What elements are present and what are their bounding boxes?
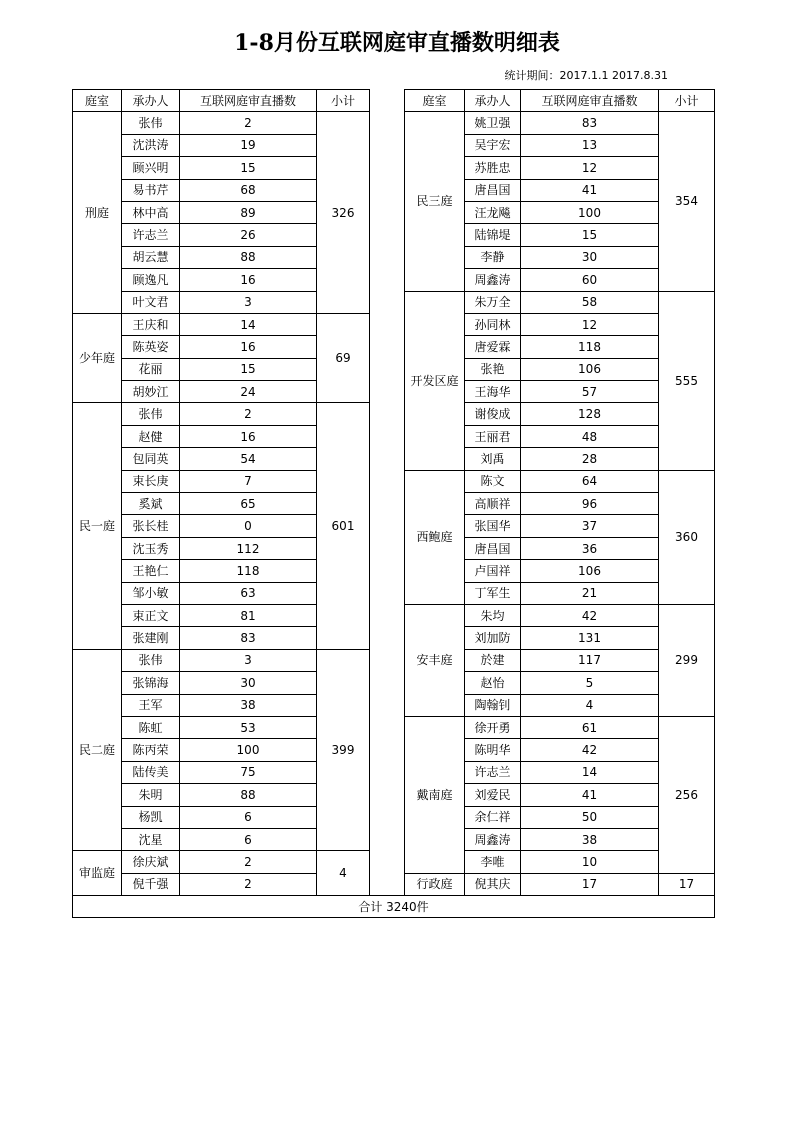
judge-name: 包同英 xyxy=(122,448,180,470)
broadcast-count: 42 xyxy=(521,604,659,626)
judge-name: 顾逸凡 xyxy=(122,269,180,291)
broadcast-count: 12 xyxy=(521,157,659,179)
judge-name: 叶文君 xyxy=(122,291,180,313)
judge-name: 谢俊成 xyxy=(465,403,521,425)
judge-name: 王艳仁 xyxy=(122,560,180,582)
broadcast-count: 21 xyxy=(521,582,659,604)
judge-name: 胡妙江 xyxy=(122,381,180,403)
header-row xyxy=(73,90,715,112)
broadcast-count: 6 xyxy=(180,828,317,850)
broadcast-count: 2 xyxy=(180,112,317,134)
broadcast-count: 106 xyxy=(521,358,659,380)
broadcast-count: 61 xyxy=(521,716,659,738)
broadcast-count: 88 xyxy=(180,246,317,268)
court-name-right: 西鲍庭 xyxy=(405,470,465,604)
subtotal-left: 69 xyxy=(317,313,370,403)
judge-name: 朱万全 xyxy=(465,291,521,313)
court-name-right: 行政庭 xyxy=(405,873,465,895)
judge-name: 汪龙飚 xyxy=(465,201,521,223)
judge-name: 丁军生 xyxy=(465,582,521,604)
broadcast-count: 83 xyxy=(521,112,659,134)
judge-name: 沈星 xyxy=(122,828,180,850)
broadcast-count: 28 xyxy=(521,448,659,470)
broadcast-count: 2 xyxy=(180,851,317,873)
broadcast-count: 15 xyxy=(521,224,659,246)
judge-name: 王丽君 xyxy=(465,425,521,447)
judge-name: 杨凯 xyxy=(122,806,180,828)
broadcast-count: 96 xyxy=(521,493,659,515)
judge-name: 刘加防 xyxy=(465,627,521,649)
broadcast-count: 63 xyxy=(180,582,317,604)
broadcast-count: 26 xyxy=(180,224,317,246)
broadcast-count: 4 xyxy=(521,694,659,716)
subtotal-left: 399 xyxy=(317,649,370,851)
judge-name: 张建刚 xyxy=(122,627,180,649)
judge-name: 束长庚 xyxy=(122,470,180,492)
judge-name: 张伟 xyxy=(122,649,180,671)
court-name-right: 戴南庭 xyxy=(405,716,465,873)
judge-name: 奚斌 xyxy=(122,493,180,515)
broadcast-count: 5 xyxy=(521,672,659,694)
judge-name: 赵健 xyxy=(122,425,180,447)
broadcast-count: 10 xyxy=(521,851,659,873)
judge-name: 陶翰钊 xyxy=(465,694,521,716)
broadcast-count: 88 xyxy=(180,784,317,806)
broadcast-count: 41 xyxy=(521,179,659,201)
court-name-left: 少年庭 xyxy=(73,313,122,403)
broadcast-count: 64 xyxy=(521,470,659,492)
judge-name: 陆传美 xyxy=(122,761,180,783)
subtotal-right: 299 xyxy=(659,604,715,716)
broadcast-count: 118 xyxy=(180,560,317,582)
judge-name: 孙同林 xyxy=(465,313,521,335)
subtotal-right: 256 xyxy=(659,716,715,873)
subtotal-right: 360 xyxy=(659,470,715,604)
judge-name: 束正文 xyxy=(122,604,180,626)
broadcast-count: 60 xyxy=(521,269,659,291)
judge-name: 陆锦堤 xyxy=(465,224,521,246)
total-row xyxy=(73,896,715,918)
judge-name: 唐昌国 xyxy=(465,179,521,201)
broadcast-count: 131 xyxy=(521,627,659,649)
broadcast-count: 68 xyxy=(180,179,317,201)
subtotal-right: 354 xyxy=(659,112,715,291)
court-name-right: 民三庭 xyxy=(405,112,465,291)
judge-name: 倪千强 xyxy=(122,873,180,895)
judge-name: 卢国祥 xyxy=(465,560,521,582)
broadcast-count: 117 xyxy=(521,649,659,671)
court-name-left: 民二庭 xyxy=(73,649,122,851)
judge-name: 倪其庆 xyxy=(465,873,521,895)
broadcast-count: 24 xyxy=(180,381,317,403)
header-room-left: 庭室 xyxy=(73,90,122,112)
detail-table xyxy=(72,89,715,918)
court-name-left: 民一庭 xyxy=(73,403,122,649)
court-name-left: 审监庭 xyxy=(73,851,122,896)
subtotal-right: 555 xyxy=(659,291,715,470)
judge-name: 王军 xyxy=(122,694,180,716)
judge-name: 徐庆斌 xyxy=(122,851,180,873)
column-gap xyxy=(370,112,405,896)
broadcast-count: 81 xyxy=(180,604,317,626)
broadcast-count: 50 xyxy=(521,806,659,828)
broadcast-count: 57 xyxy=(521,381,659,403)
broadcast-count: 0 xyxy=(180,515,317,537)
header-count-left: 互联网庭审直播数 xyxy=(180,90,317,112)
header-person-left: 承办人 xyxy=(122,90,180,112)
judge-name: 朱均 xyxy=(465,604,521,626)
header-subtotal-left: 小计 xyxy=(317,90,370,112)
broadcast-count: 19 xyxy=(180,134,317,156)
header-subtotal-right: 小计 xyxy=(659,90,715,112)
broadcast-count: 83 xyxy=(180,627,317,649)
broadcast-count: 30 xyxy=(180,672,317,694)
broadcast-count: 6 xyxy=(180,806,317,828)
judge-name: 张国华 xyxy=(465,515,521,537)
judge-name: 张艳 xyxy=(465,358,521,380)
broadcast-count: 2 xyxy=(180,403,317,425)
judge-name: 沈洪涛 xyxy=(122,134,180,156)
broadcast-count: 3 xyxy=(180,291,317,313)
judge-name: 邹小敏 xyxy=(122,582,180,604)
judge-name: 顾兴明 xyxy=(122,157,180,179)
judge-name: 胡云慧 xyxy=(122,246,180,268)
judge-name: 周鑫涛 xyxy=(465,269,521,291)
broadcast-count: 16 xyxy=(180,336,317,358)
court-name-right: 安丰庭 xyxy=(405,604,465,716)
court-name-left: 刑庭 xyxy=(73,112,122,314)
judge-name: 赵怡 xyxy=(465,672,521,694)
broadcast-count: 100 xyxy=(180,739,317,761)
judge-name: 花丽 xyxy=(122,358,180,380)
broadcast-count: 128 xyxy=(521,403,659,425)
broadcast-count: 112 xyxy=(180,537,317,559)
judge-name: 於建 xyxy=(465,649,521,671)
header-count-right: 互联网庭审直播数 xyxy=(521,90,659,112)
broadcast-count: 7 xyxy=(180,470,317,492)
broadcast-count: 38 xyxy=(180,694,317,716)
judge-name: 陈虹 xyxy=(122,716,180,738)
broadcast-count: 17 xyxy=(521,873,659,895)
judge-name: 唐昌国 xyxy=(465,537,521,559)
judge-name: 张伟 xyxy=(122,403,180,425)
judge-name: 易书芹 xyxy=(122,179,180,201)
page-title: 1-8月份互联网庭审直播数明细表 xyxy=(234,30,560,56)
judge-name: 张伟 xyxy=(122,112,180,134)
column-gap xyxy=(370,90,405,112)
judge-name: 张锦海 xyxy=(122,672,180,694)
judge-name: 苏胜忠 xyxy=(465,157,521,179)
broadcast-count: 14 xyxy=(180,313,317,335)
judge-name: 陈文 xyxy=(465,470,521,492)
judge-name: 高顺祥 xyxy=(465,493,521,515)
judge-name: 余仁祥 xyxy=(465,806,521,828)
table-row xyxy=(73,112,715,134)
broadcast-count: 15 xyxy=(180,358,317,380)
subtotal-right: 17 xyxy=(659,873,715,895)
judge-name: 李唯 xyxy=(465,851,521,873)
broadcast-count: 118 xyxy=(521,336,659,358)
judge-name: 刘爱民 xyxy=(465,784,521,806)
judge-name: 陈明华 xyxy=(465,739,521,761)
judge-name: 朱明 xyxy=(122,784,180,806)
judge-name: 陈英姿 xyxy=(122,336,180,358)
judge-name: 徐开勇 xyxy=(465,716,521,738)
broadcast-count: 42 xyxy=(521,739,659,761)
judge-name: 吴宇宏 xyxy=(465,134,521,156)
broadcast-count: 2 xyxy=(180,873,317,895)
broadcast-count: 15 xyxy=(180,157,317,179)
subtotal-left: 326 xyxy=(317,112,370,314)
statistics-period: 统计期间：2017.1.1 2017.8.31 xyxy=(504,69,668,82)
broadcast-count: 16 xyxy=(180,269,317,291)
header-person-right: 承办人 xyxy=(465,90,521,112)
broadcast-count: 41 xyxy=(521,784,659,806)
judge-name: 林中高 xyxy=(122,201,180,223)
broadcast-count: 53 xyxy=(180,716,317,738)
judge-name: 张长桂 xyxy=(122,515,180,537)
court-name-right: 开发区庭 xyxy=(405,291,465,470)
broadcast-count: 14 xyxy=(521,761,659,783)
judge-name: 王海华 xyxy=(465,381,521,403)
subtotal-left: 4 xyxy=(317,851,370,896)
header-room-right: 庭室 xyxy=(405,90,465,112)
broadcast-count: 16 xyxy=(180,425,317,447)
broadcast-count: 38 xyxy=(521,828,659,850)
broadcast-count: 106 xyxy=(521,560,659,582)
broadcast-count: 65 xyxy=(180,493,317,515)
broadcast-count: 30 xyxy=(521,246,659,268)
judge-name: 沈玉秀 xyxy=(122,537,180,559)
judge-name: 周鑫涛 xyxy=(465,828,521,850)
broadcast-count: 48 xyxy=(521,425,659,447)
broadcast-count: 75 xyxy=(180,761,317,783)
broadcast-count: 89 xyxy=(180,201,317,223)
broadcast-count: 13 xyxy=(521,134,659,156)
broadcast-count: 3 xyxy=(180,649,317,671)
judge-name: 许志兰 xyxy=(122,224,180,246)
judge-name: 陈丙荣 xyxy=(122,739,180,761)
judge-name: 李静 xyxy=(465,246,521,268)
judge-name: 刘禹 xyxy=(465,448,521,470)
broadcast-count: 12 xyxy=(521,313,659,335)
judge-name: 姚卫强 xyxy=(465,112,521,134)
broadcast-count: 100 xyxy=(521,201,659,223)
subtotal-left: 601 xyxy=(317,403,370,649)
judge-name: 唐爱霖 xyxy=(465,336,521,358)
broadcast-count: 37 xyxy=(521,515,659,537)
judge-name: 许志兰 xyxy=(465,761,521,783)
broadcast-count: 58 xyxy=(521,291,659,313)
grand-total: 合计 3240件 xyxy=(73,896,715,918)
broadcast-count: 36 xyxy=(521,537,659,559)
broadcast-count: 54 xyxy=(180,448,317,470)
judge-name: 王庆和 xyxy=(122,313,180,335)
